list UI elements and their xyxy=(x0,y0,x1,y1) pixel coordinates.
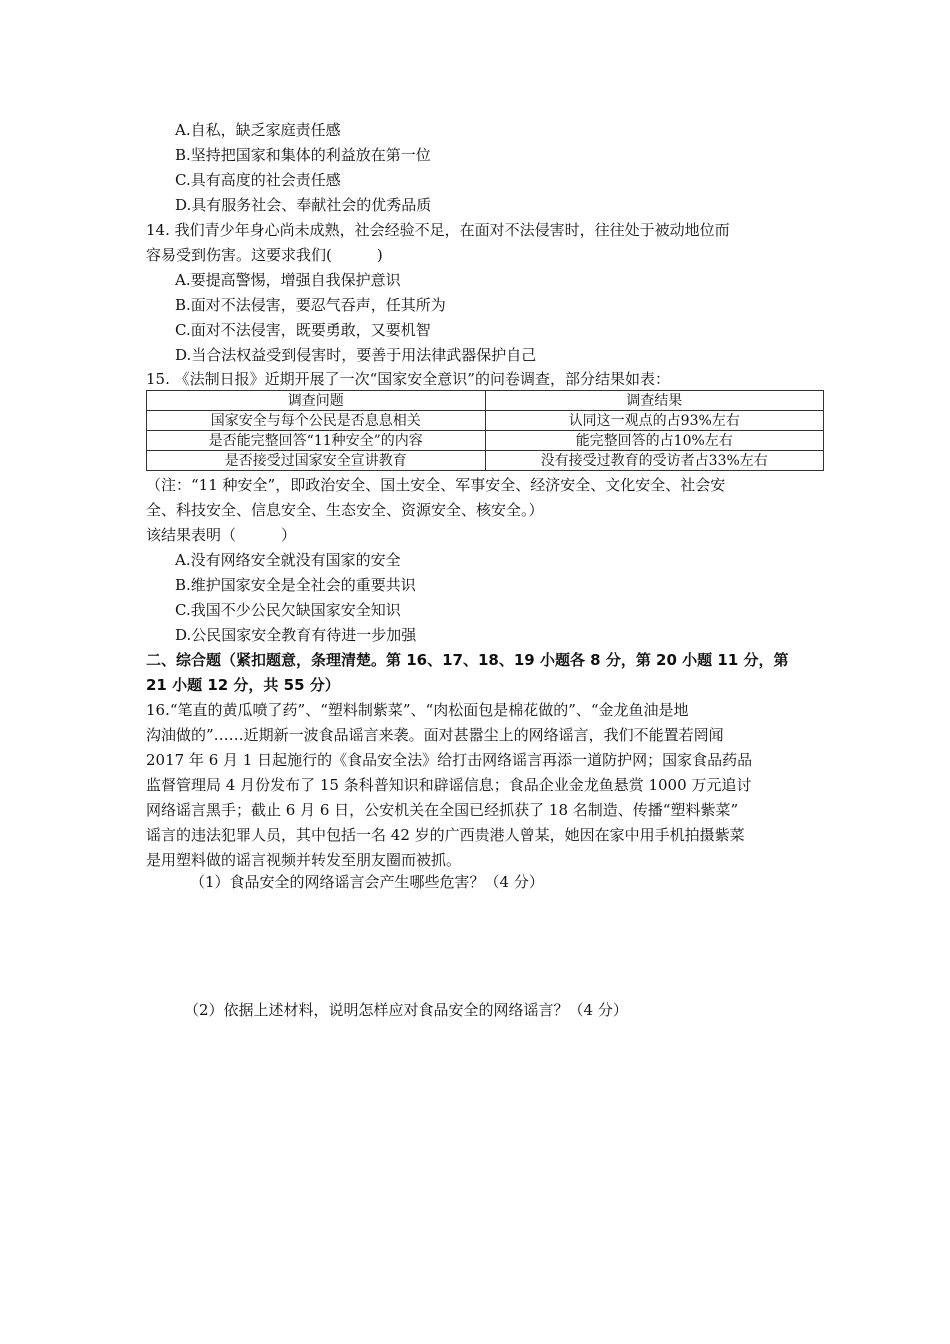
table-row xyxy=(147,451,824,471)
table-cell: 认同这一观点的占93%左右 xyxy=(485,411,824,431)
q15-prompt: 该结果表明（ ） xyxy=(146,526,297,544)
survey-table xyxy=(146,390,824,471)
q16-paragraph-line: 谣言的违法犯罪人员，其中包括一名 42 岁的广西贵港人曾某，她因在家中用手机拍摄紫菜 xyxy=(146,826,745,844)
q13-option-a: A.自私，缺乏家庭责任感 xyxy=(175,121,341,139)
q14-stem-line1: 14. 我们青少年身心尚未成熟，社会经验不足，在面对不法侵害时，往往处于被动地位而 xyxy=(146,221,730,239)
q15-note-line2: 全、科技安全、信息安全、生态安全、资源安全、核安全。） xyxy=(146,501,544,519)
q15-option-c: C.我国不少公民欠缺国家安全知识 xyxy=(175,601,401,619)
table-row xyxy=(147,411,824,431)
q15-option-a: A.没有网络安全就没有国家的安全 xyxy=(175,551,401,569)
q16-subquestion-1: （1）食品安全的网络谣言会产生哪些危害？（4 分） xyxy=(190,873,544,891)
table-cell: 没有接受过教育的受访者占33%左右 xyxy=(485,451,824,471)
q13-option-b: B.坚持把国家和集体的利益放在第一位 xyxy=(175,146,431,164)
q16-paragraph-line: 是用塑料做的谣言视频并转发至朋友圈而被抓。 xyxy=(146,851,462,869)
q16-paragraph-line: 监督管理局 4 月份发布了 15 条科普知识和辟谣信息；食品企业金龙鱼悬赏 1000 万元追讨 xyxy=(146,776,752,794)
q16-paragraph-line: 沟油做的”……近期新一波食品谣言来袭。面对甚嚣尘上的网络谣言，我们不能置若罔闻 xyxy=(146,726,724,744)
q14-option-d: D.当合法权益受到侵害时，要善于用法律武器保护自己 xyxy=(175,346,537,364)
q16-paragraph-line: 2017 年 6 月 1 日起施行的《食品安全法》给打击网络谣言再添一道防护网；国家食品药品 xyxy=(146,751,753,769)
table-header-row xyxy=(147,391,824,411)
q15-option-d: D.公民国家安全教育有待进一步加强 xyxy=(175,626,417,644)
table-cell: 国家安全与每个公民是否息息相关 xyxy=(147,411,486,431)
q16-paragraph-line: 网络谣言黑手；截止 6 月 6 日，公安机关在全国已经抓获了 18 名制造、传播“塑料紫菜” xyxy=(146,801,739,819)
q14-option-c: C.面对不法侵害，既要勇敢，又要机智 xyxy=(175,321,431,339)
q15-option-b: B.维护国家安全是全社会的重要共识 xyxy=(175,576,416,594)
q14-option-a: A.要提高警惕，增强自我保护意识 xyxy=(175,271,401,289)
q14-option-b: B.面对不法侵害，要忍气吞声，任其所为 xyxy=(175,296,446,314)
section-heading-line2: 21 小题 12 分，共 55 分） xyxy=(146,676,340,694)
table-cell: 能完整回答的占10%左右 xyxy=(485,431,824,451)
table-cell: 是否接受过国家安全宣讲教育 xyxy=(147,451,486,471)
section-heading-line1: 二、综合题（紧扣题意，条理清楚。第 16、17、18、19 小题各 8 分，第 20 小题 11 分，第 xyxy=(146,651,789,669)
q16-subquestion-2: （2）依据上述材料，说明怎样应对食品安全的网络谣言？（4 分） xyxy=(184,1001,628,1019)
q16-paragraph-line: 16.“笔直的黄瓜喷了药”、“塑料制紫菜”、“肉松面包是棉花做的”、“金龙鱼油是地 xyxy=(146,701,689,719)
table-header-result: 调查结果 xyxy=(485,391,824,411)
q14-stem-line2: 容易受到伤害。这要求我们( ) xyxy=(146,246,383,264)
table-cell: 是否能完整回答“11种安全”的内容 xyxy=(147,431,486,451)
table-row xyxy=(147,431,824,451)
q13-option-d: D.具有服务社会、奉献社会的优秀品质 xyxy=(175,196,432,214)
q13-option-c: C.具有高度的社会责任感 xyxy=(175,171,341,189)
q15-stem: 15. 《法制日报》近期开展了一次“国家安全意识”的问卷调查，部分结果如表： xyxy=(146,370,670,388)
table-header-question: 调查问题 xyxy=(147,391,486,411)
q15-note-line1: （注：“11 种安全”，即政治安全、国土安全、军事安全、经济安全、文化安全、社会安 xyxy=(146,476,726,494)
